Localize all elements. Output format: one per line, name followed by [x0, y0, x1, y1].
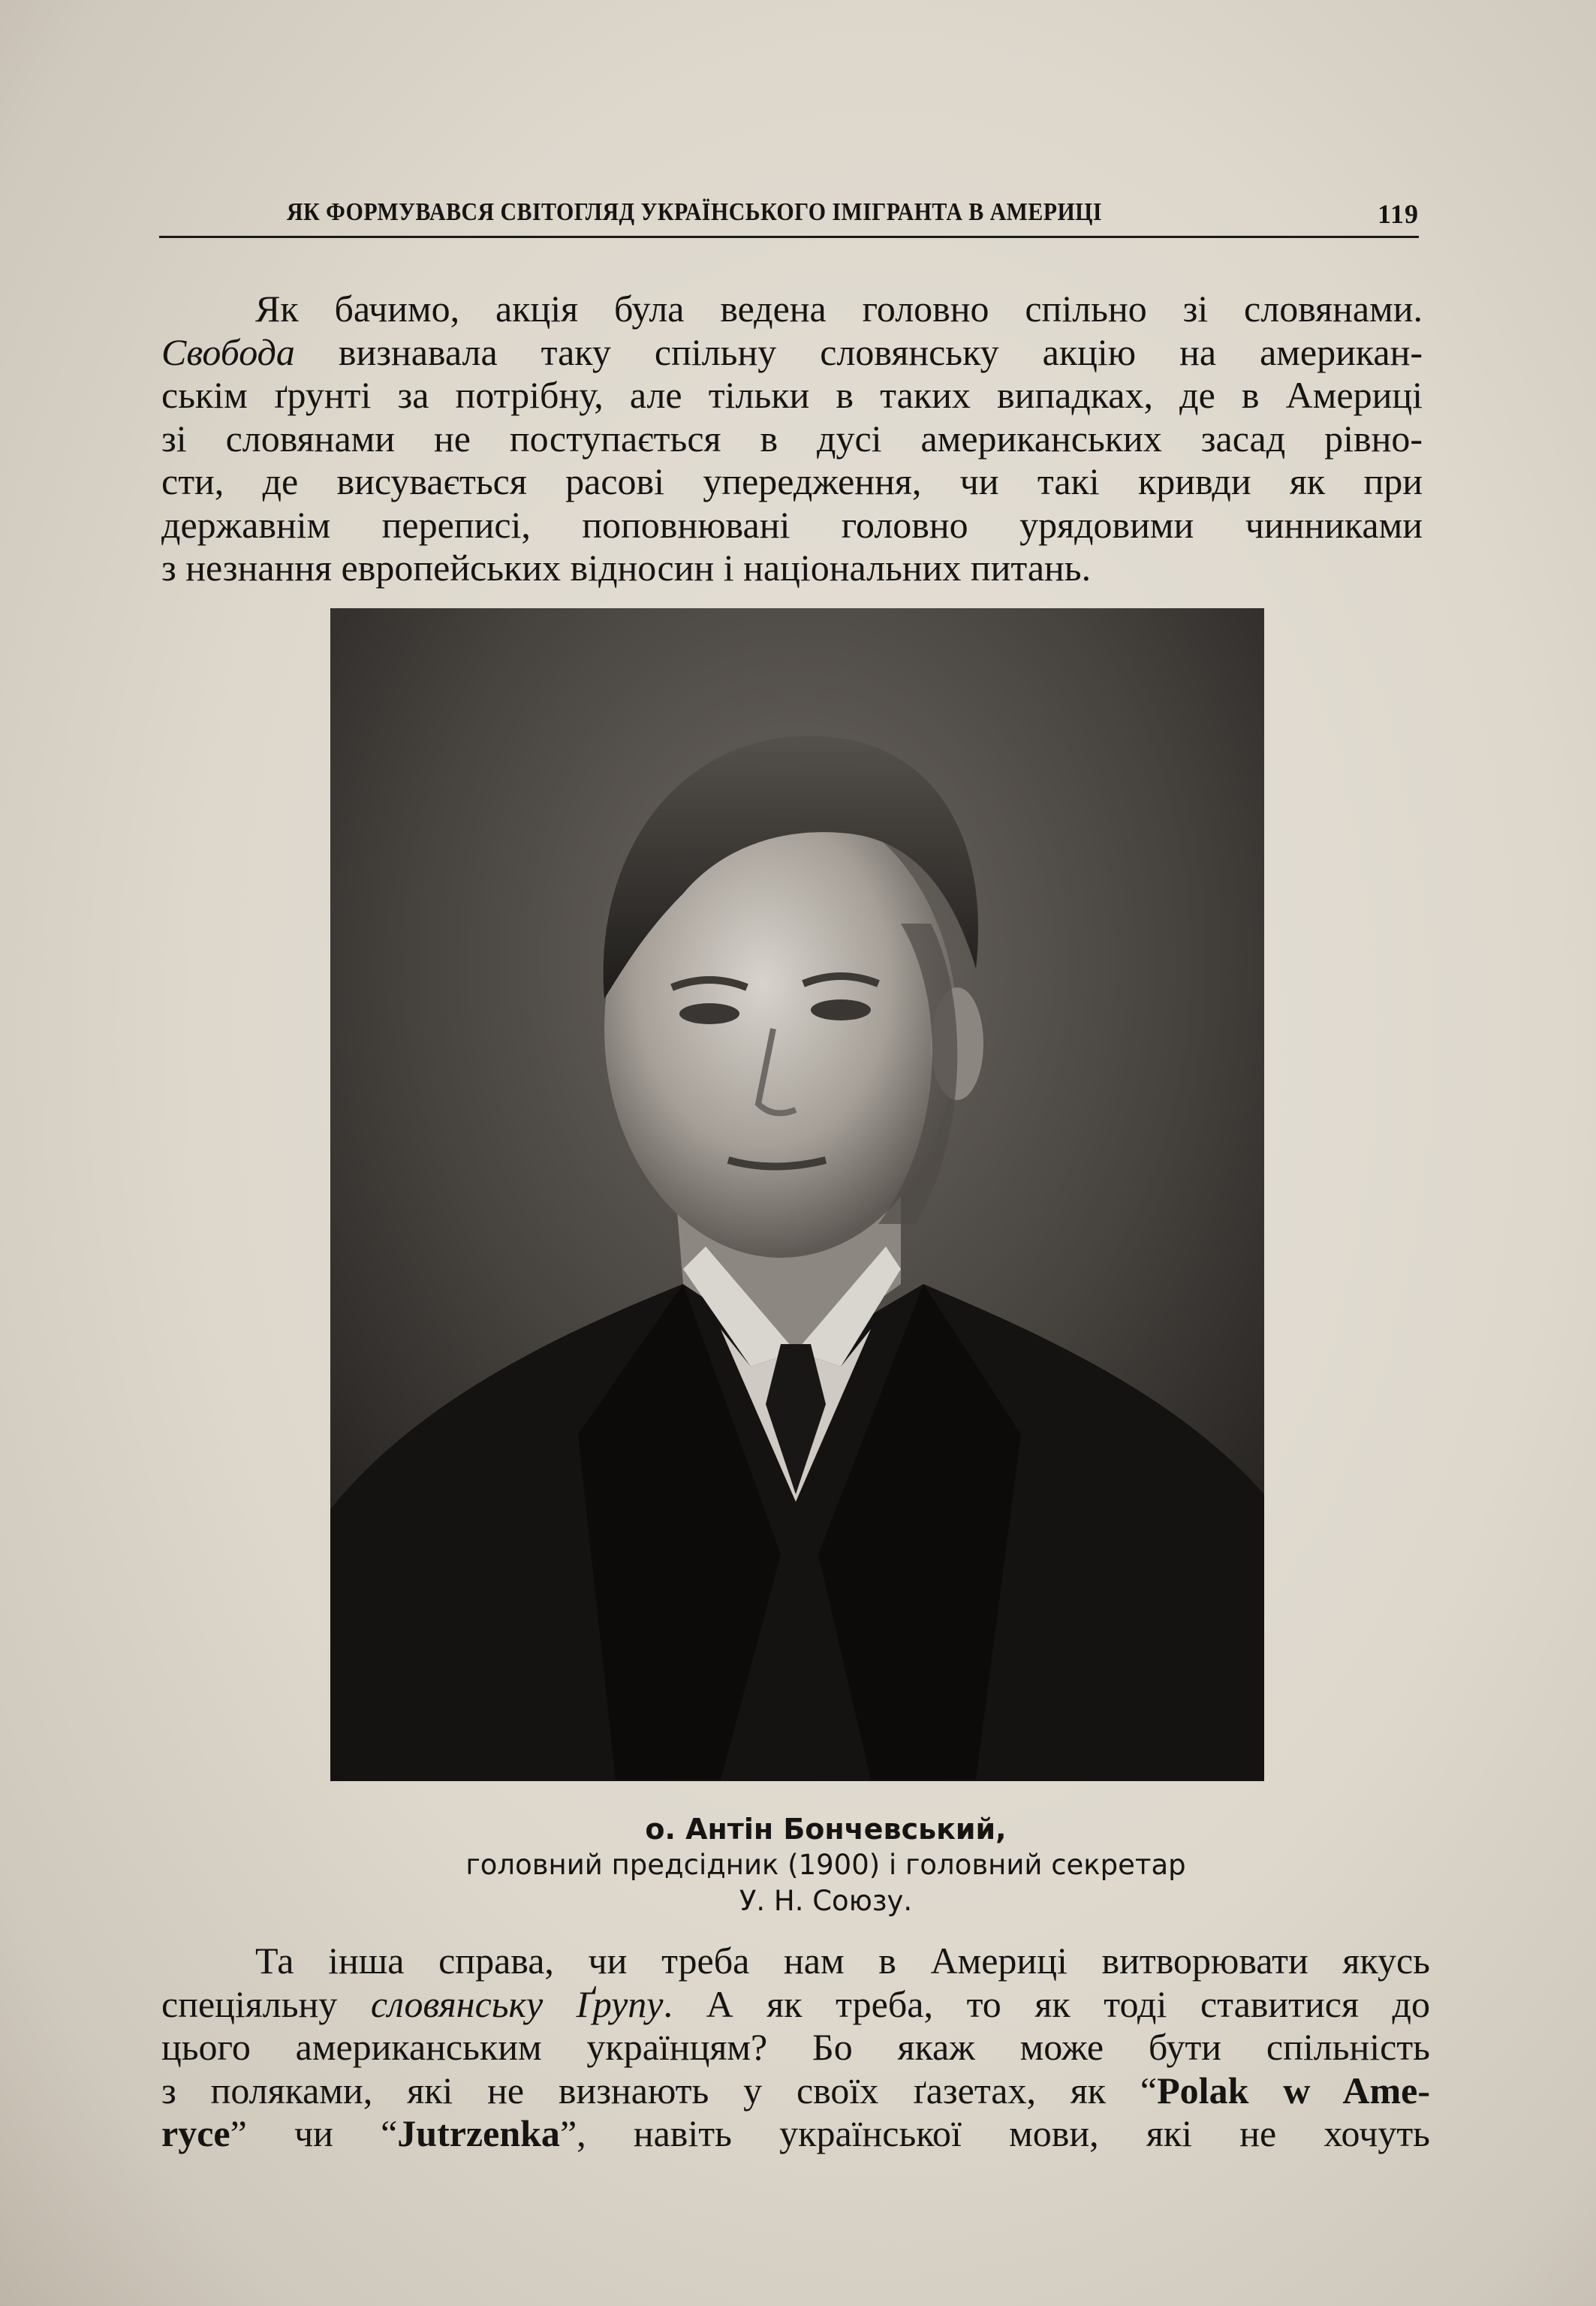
text-span: ”, навіть української мови, які не хочуть — [559, 2112, 1430, 2154]
text-line: сти, де висувається расові упередження, чи такі кривди як при — [161, 460, 1423, 502]
caption-line: головний предсідник (1900) і головний секретар — [465, 1849, 1186, 1881]
text-line: Та інша справа, чи треба нам в Америці витворювати якусь — [255, 1940, 1430, 1982]
page-number: 119 — [1377, 199, 1419, 229]
text-line: Як бачимо, акція була ведена головно спільно зі словянами. — [255, 288, 1423, 330]
running-title: ЯК ФОРМУВАВСЯ СВІТОГЛЯД УКРАЇНСЬКОГО ІМІГРАНТА В АМЕРИЦІ — [287, 198, 1102, 226]
text-span: . А як треба, то як тоді ставитися до — [663, 1982, 1430, 2025]
text-line: з незнання европейських відносин і національних питань. — [161, 547, 1092, 589]
text-line — [161, 1983, 1430, 2027]
bold-newspaper-name: Polak w Ame- — [1157, 2069, 1430, 2112]
italic-phrase: словянську Ґрупу — [370, 1982, 664, 2025]
caption-line: У. Н. Союзу. — [739, 1885, 913, 1917]
text-line — [161, 331, 1423, 375]
portrait-illustration — [330, 608, 1264, 1781]
bold-newspaper-name: ryce — [161, 2112, 230, 2154]
photo-caption — [225, 1811, 1426, 1919]
text-line: державнім переписі, поповнювані головно урядовими чинниками — [161, 503, 1423, 546]
text-span: ” чи “ — [230, 2112, 398, 2154]
text-span: з поляками, які не визнають у своїх ґазетах, як “ — [161, 2069, 1158, 2112]
text-span: спеціяльну — [161, 1982, 371, 2025]
text-line: зі словянами не поступається в дусі американських засад рівно- — [161, 417, 1423, 460]
bold-newspaper-name: Jutrzenka — [397, 2112, 560, 2154]
italic-title-svoboda: Свобода — [161, 330, 295, 373]
text-line — [161, 2112, 1430, 2156]
paragraph-bottom — [161, 1940, 1430, 2156]
text-line: ськім ґрунті за потрібну, але тільки в таких випадках, де в Америці — [161, 374, 1423, 416]
running-header — [159, 197, 1419, 238]
text-line — [161, 2069, 1430, 2113]
portrait-photo — [330, 608, 1264, 1781]
paragraph-top — [161, 288, 1423, 590]
caption-name: о. Антін Бончевський, — [645, 1813, 1007, 1846]
text-line: цього американським українцям? Бо якаж може бути спільність — [161, 2026, 1430, 2068]
text-span: визнавала таку спільну словянську акцію на американ- — [294, 330, 1423, 373]
